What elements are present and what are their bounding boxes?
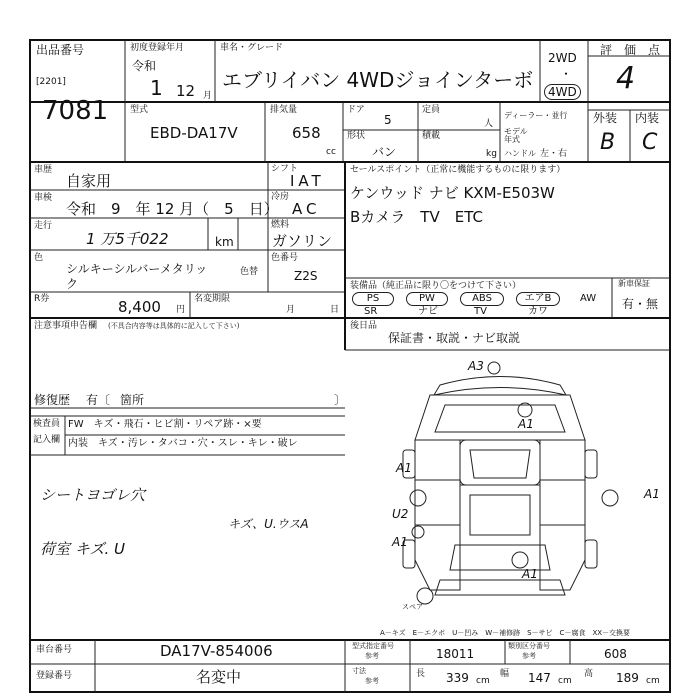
sales-title: セールスポイント（正常に機能するものに限ります） (350, 165, 566, 175)
load-label: 積載 (422, 131, 441, 141)
capacity-label: 定員 (422, 105, 441, 115)
color: シルキーシルバーメタリック (66, 262, 208, 291)
length-ref: 参考 (365, 677, 379, 685)
fuel: ガソリン (272, 232, 333, 250)
width-l: 幅 (500, 669, 510, 679)
color-no: Z2S (294, 269, 318, 283)
inspect-row1: FW キズ・飛石・ヒビ割・リペア跡・×要 (68, 419, 262, 430)
equip-pw: PW (406, 292, 448, 306)
exterior-label: 外装 (593, 111, 618, 125)
month-unit-2: 月 (286, 305, 296, 315)
drive-2wd: 2WD (548, 51, 577, 65)
history-label: 車歴 (34, 165, 53, 175)
inspection-label: 車検 (34, 193, 53, 203)
handwritten-note-mid: キズ、U.ウスA (228, 517, 309, 531)
inspect-row2: 内装 キズ・汚レ・タバコ・穴・スレ・キレ・破レ (68, 438, 298, 449)
class-no: 608 (604, 647, 627, 661)
sales-line2: Bカメラ TV ETC (350, 208, 483, 226)
equip-leather: カワ (528, 306, 548, 317)
car-name: エブリイバン 4WDジョインターボ (222, 68, 534, 92)
sales-line1: ケンウッド ナビ KXM-E503W (350, 184, 555, 202)
length-l: 長 (416, 669, 426, 679)
exterior-grade: B (600, 130, 616, 155)
month-unit: 月 (203, 91, 213, 101)
capacity-unit: 人 (484, 119, 494, 129)
first-reg-year: 1 (150, 76, 163, 100)
attached-label: 後日品 (350, 321, 378, 331)
mark-a1-left-lower: A1 (392, 535, 408, 549)
era: 令和 (132, 59, 157, 73)
caution-label: 注意事項申告欄 (34, 321, 98, 331)
mark-a1-right: A1 (644, 487, 660, 501)
model-label: 型式 (130, 105, 149, 115)
height-cm: cm (646, 676, 660, 686)
model: EBD-DA17V (150, 124, 238, 142)
day-unit: 日 (330, 305, 340, 315)
name-change-label: 名変期限 (194, 294, 231, 304)
reg-label: 登録番号 (36, 671, 73, 681)
chassis: DA17V-854006 (160, 642, 273, 660)
dealer-label: ディーラー・並行 (504, 111, 568, 120)
new-car-label: 新車保証 (618, 279, 650, 288)
attached: 保証書・取説・ナビ取説 (388, 331, 521, 345)
length-cm: cm (476, 676, 490, 686)
yen-unit: 円 (176, 305, 186, 315)
displacement-label: 排気量 (270, 105, 298, 115)
lot-number: 7081 (42, 96, 109, 126)
length-label: 寸法 (352, 667, 366, 675)
color-label: 色 (34, 253, 44, 263)
mark-a1-rear: A1 (522, 567, 538, 581)
type-no: 18011 (436, 647, 475, 661)
shift-label: シフト (271, 164, 299, 174)
interior-grade: C (642, 130, 658, 155)
caution-sub: (不具合内容等は具体的に記入して下さい) (108, 322, 240, 330)
diagram-legend: A－キズ E－エクボ U－凹み W－補修跡 S－サビ C－腐食 XX－交換要 (380, 629, 631, 637)
drive-4wd: 4WD (544, 84, 581, 100)
shape-label: 形状 (347, 131, 366, 141)
handwritten-note-1: シートヨゴレ穴 (40, 486, 146, 504)
repaint-label: 色替 (240, 267, 259, 277)
reg: 名変中 (196, 668, 242, 686)
equip-navi: ナビ (418, 306, 438, 317)
inspection: 令和 9 年 12 月（ 5 日） (66, 200, 279, 218)
first-reg-label: 初度登録年月 (130, 43, 185, 53)
fuel-label: 燃料 (271, 220, 290, 230)
remarks-label: 記入欄 (33, 435, 61, 445)
displacement: 658 (292, 124, 321, 142)
type-no-ref: 参考 (365, 652, 379, 660)
shape: バン (372, 145, 397, 159)
ac: AC (292, 200, 321, 218)
cc-unit: cc (326, 147, 336, 157)
repair-close: 〕 (334, 393, 347, 407)
equip-sr: SR (364, 306, 378, 317)
width: 147 (528, 671, 551, 685)
interior-label: 内装 (635, 111, 660, 125)
spare-label: スペア (402, 603, 423, 611)
doors: 5 (384, 113, 392, 127)
handle: 左・右 (540, 149, 568, 159)
mark-a3: A3 (468, 359, 484, 373)
car-name-label: 車名・グレード (220, 43, 284, 53)
mark-u2: U2 (392, 507, 409, 521)
equip-abs: ABS (460, 292, 504, 306)
repair-value: 有〔 (86, 393, 111, 407)
type-no-label: 型式指定番号 (352, 642, 394, 650)
equip-tv: TV (474, 306, 487, 317)
new-car-value: 有・無 (622, 297, 659, 311)
mark-a1-left: A1 (396, 461, 412, 475)
km-unit: km (215, 235, 234, 249)
class-no-ref: 参考 (522, 652, 536, 660)
repair-label: 修復歴 (34, 393, 71, 407)
model-year-label: モデル年式 (504, 127, 528, 144)
handle-label: ハンドル (504, 149, 536, 158)
color-no-label: 色番号 (271, 253, 299, 263)
handwritten-note-2: 荷室 キズ. U (40, 540, 125, 558)
inspector-label: 検査員 (33, 419, 61, 429)
first-reg-month: 12 (176, 82, 196, 100)
height: 189 (616, 671, 639, 685)
width-cm: cm (558, 676, 572, 686)
recycle-label: R券 (34, 294, 50, 304)
chassis-label: 車台番号 (36, 645, 73, 655)
equip-airbag: エアB (516, 292, 560, 306)
equipment-title: 装備品（純正品に限り〇をつけて下さい） (350, 281, 522, 291)
history: 自家用 (66, 172, 112, 190)
doors-label: ドア (347, 105, 365, 115)
class-no-label: 類別区分番号 (508, 642, 550, 650)
mileage: 1 万5千022 (86, 230, 169, 248)
drive-dot: ・ (560, 67, 573, 81)
lot-label: 出品番号 (36, 43, 85, 57)
ac-label: 冷房 (271, 192, 290, 202)
load-unit: kg (486, 149, 497, 159)
mileage-label: 走行 (34, 221, 53, 231)
equip-ps: PS (352, 292, 394, 306)
repair-unit: 箇所 (120, 393, 145, 407)
score-label: 評 価 点 (600, 43, 661, 57)
equip-aw: AW (580, 293, 597, 304)
score: 4 (616, 61, 636, 96)
shift: IAT (290, 172, 325, 190)
lot-code: [2201] (36, 77, 66, 87)
car-diagram (403, 359, 618, 604)
recycle: 8,400 (118, 298, 161, 316)
length: 339 (446, 671, 469, 685)
mark-a1-top: A1 (518, 417, 534, 431)
height-l: 高 (584, 669, 594, 679)
